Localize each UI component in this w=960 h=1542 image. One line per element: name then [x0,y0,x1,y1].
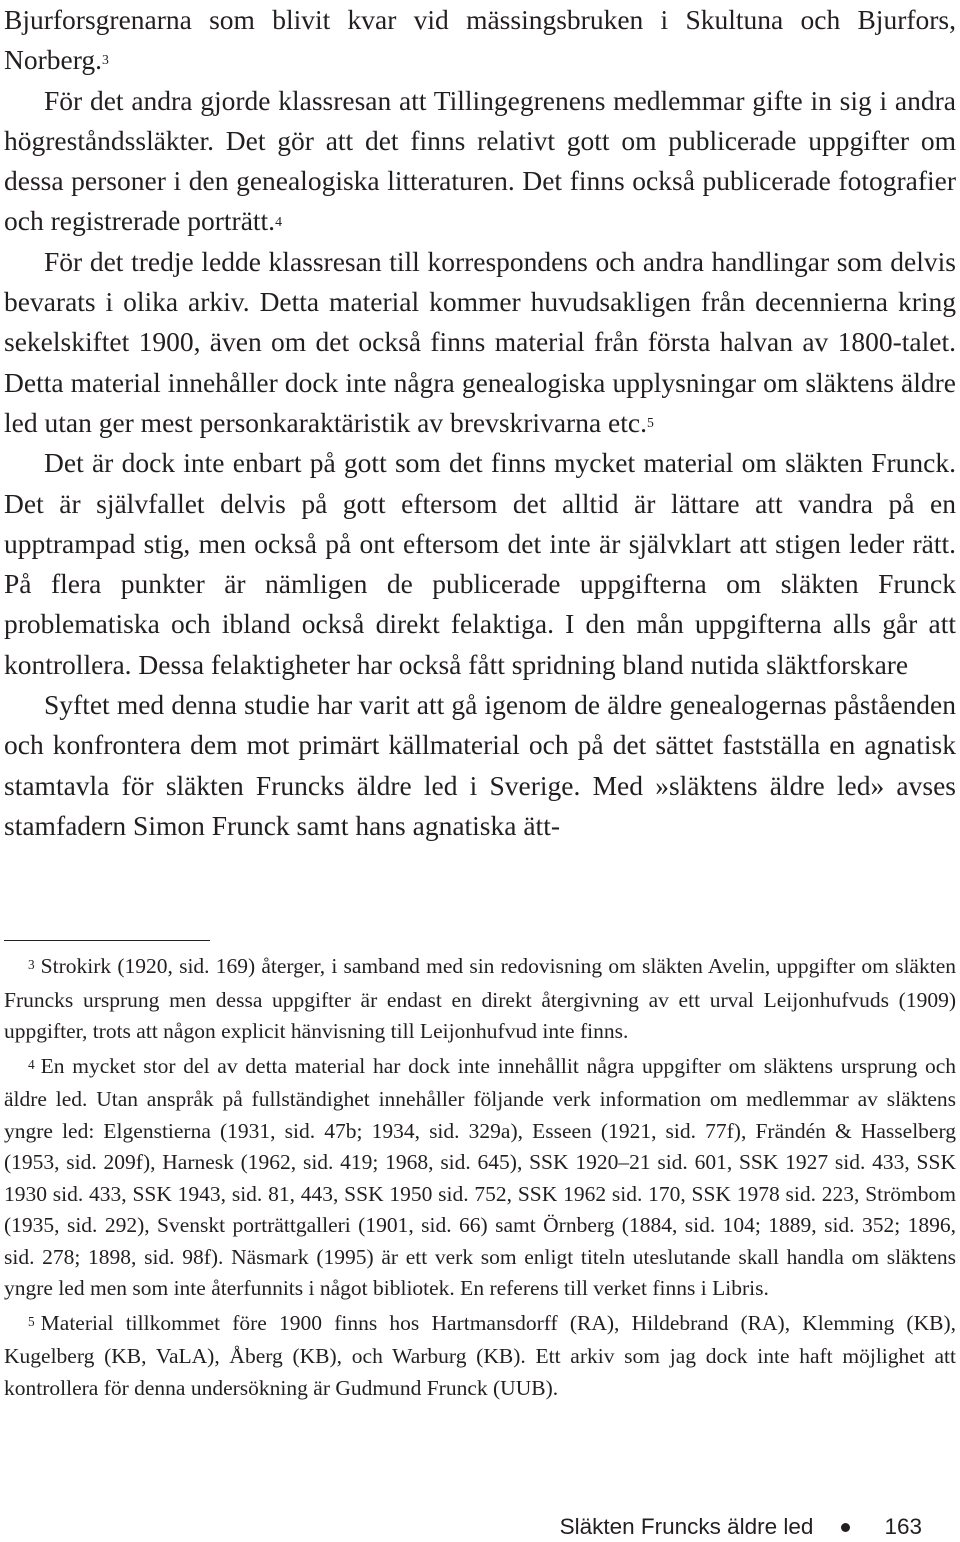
footnote-text: En mycket stor del av detta material har dock inte innehållit några uppgifter om släktens ursprung och äldre led. Utan anspråk på fullständighet innehåller följande verk information om medlemmar av släktens yngre led: Elgenstierna (1931, sid. 47b; 1934, sid. 329a), Esseen (1921, sid. 77f), Frändén & Hasselberg (1953, sid. 209f), Harnesk (1962, sid. 419; 1968, sid. 645), SSK 1920–21 sid. 601, SSK 1927 sid. 433, SSK 1930 sid. 433, SSK 1943, sid. 81, 443, SSK 1950 sid. 752, SSK 1962 sid. 170, SSK 1978 sid. 223, Strömbom (1935, sid. 292), Svenskt porträttgalleri (1901, sid. 66) samt Örnberg (1884, sid. 104; 1889, sid. 352; 1896, sid. 278; 1898, sid. 98f). Näsmark (1995) är ett verk som enligt titeln uteslutande skall handla om släktens yngre led men som inte återfunnits i något bibliotek. En referens till verket finns i Libris. [4,1053,956,1300]
paragraph-1 [4,0,956,81]
paragraph-3 [4,242,956,443]
footnote-4 [4,1051,956,1305]
footnote-number: 3 [28,957,35,973]
footnote-5 [4,1308,956,1405]
page-number: 163 [884,1514,922,1539]
footnote-text: Material tillkommet före 1900 finns hos Hartmansdorff (RA), Hildebrand (RA), Klemming (KB), Kugelberg (KB, VaLA), Åberg (KB), och Warburg (KB). Ett arkiv som jag dock inte haft möjlighet att kontrollera för denna undersökning är Gudmund Frunck (UUB). [4,1310,956,1400]
paragraph-5-text: Syftet med denna studie har varit att gå igenom de äldre genealogernas påståenden och konfrontera dem mot primärt källmaterial och på det sättet fastställa en agnatisk stamtavla för släkten Fruncks äldre led i Sverige. Med »släktens äldre led» avses stamfadern Simon Frunck samt hans agnatiska ätt- [4,689,956,841]
footnote-number: 4 [28,1056,35,1072]
paragraph-4-text: Det är dock inte enbart på gott som det finns mycket material om släkten Frunck. Det är självfallet delvis på gott eftersom det alltid är lättare att vandra på en upptrampad stig, men också på ont eftersom det inte är självklart att stigen leder rätt. På flera punkter är nämligen de publicerade uppgifterna om släkten Frunck problematiska och ibland också direkt felaktiga. I den mån uppgifterna alls går att kontrollera. Dessa felaktigheter har också fått spridning bland nutida släktforskare [4,447,956,680]
running-title: Släkten Fruncks äldre led [559,1514,814,1539]
body-text [4,0,956,846]
paragraph-2 [4,81,956,242]
paragraph-2-text: För det andra gjorde klassresan att Tillingegrenens medlemmar gifte in sig i andra högreståndssläkter. Det gör att det finns relativt gott om publicerade uppgifter om dessa personer i den genealogiska litteraturen. Det finns också publicerade fotografier och registrerade porträtt. [4,84,956,237]
footnote-divider [4,940,210,941]
bullet-icon [841,1523,850,1532]
paragraph-5 [4,685,956,846]
footnote-3 [4,951,956,1048]
footnote-ref-5[interactable]: 5 [646,415,654,431]
footnote-ref-3[interactable]: 3 [102,52,109,68]
footnote-ref-4[interactable]: 4 [275,213,282,229]
paragraph-3-text: För det tredje ledde klassresan till korrespondens och andra handlingar som delvis bevarats i olika arkiv. Detta material kommer huvudsakligen från decennierna kring sekelskiftet 1900, även om det också finns material från första halvan av 1800-talet. Detta material innehåller dock inte några genealogiska upplysningar om släktens äldre led utan ger mest personkaraktäristik av brevskrivarna etc. [4,245,956,438]
footnote-number: 5 [28,1313,35,1329]
paragraph-1-text: Bjurforsgrenarna som blivit kvar vid mässingsbruken i Skultuna och Bjurfors, Norberg. [4,4,956,76]
page-footer [560,1512,922,1542]
footnotes [4,951,956,1404]
paragraph-4 [4,443,956,685]
footnote-text: Strokirk (1920, sid. 169) återger, i samband med sin redovisning om släkten Avelin, uppgifter om släkten Fruncks ursprung men dessa uppgifter är endast en direkt återgivning av ett urval Leijonhufvuds (1909) uppgifter, trots att någon explicit hänvisning till Leijonhufvud inte finns. [4,954,956,1043]
